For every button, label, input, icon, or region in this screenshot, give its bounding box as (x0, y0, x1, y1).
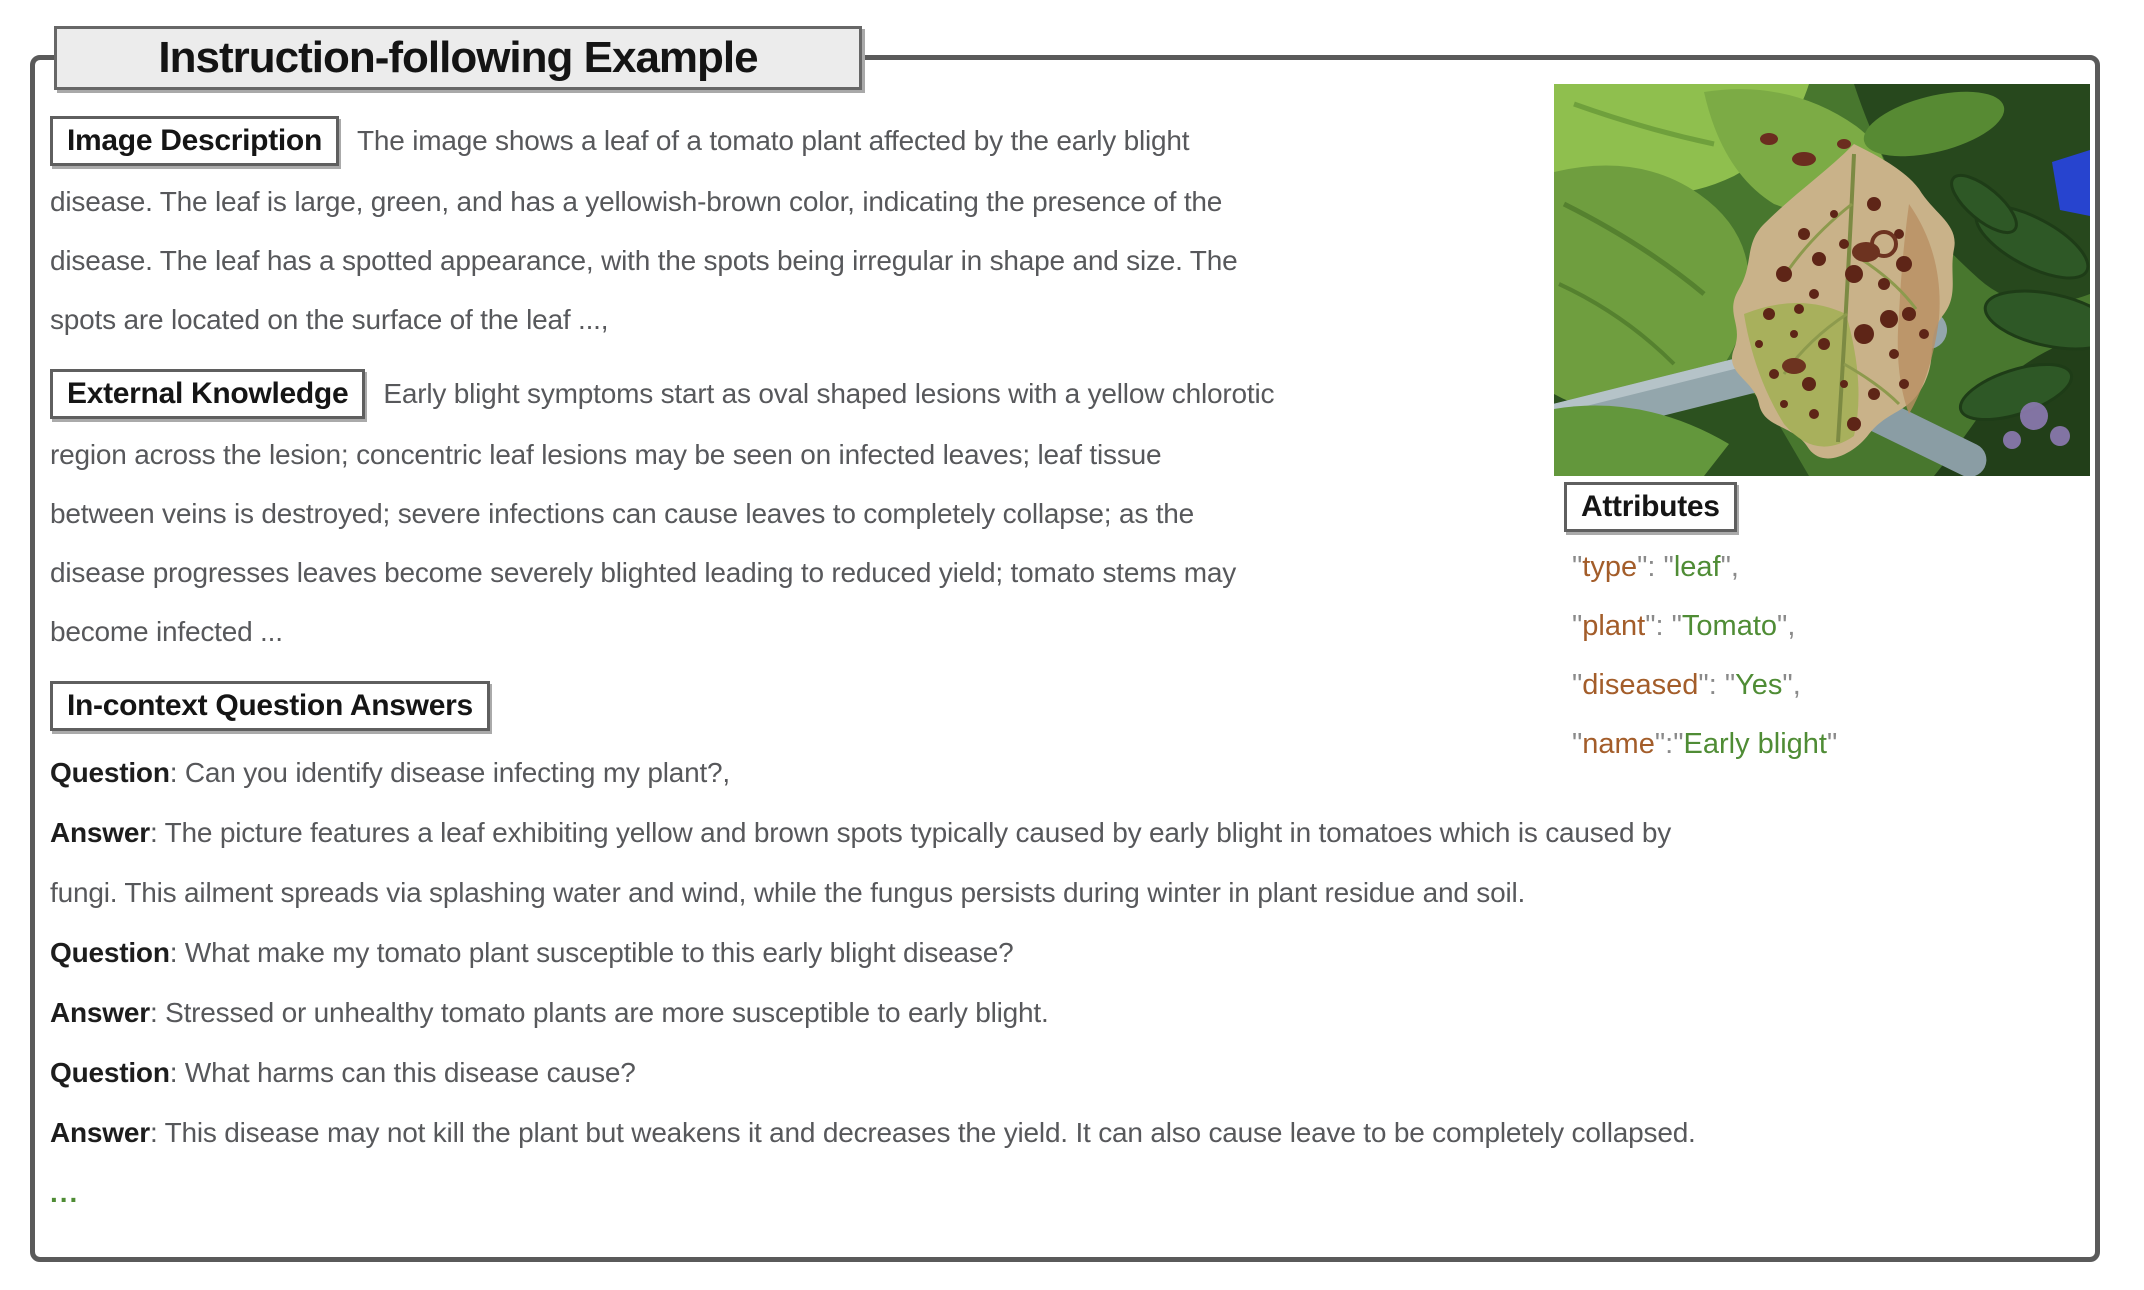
attribute-punctuation: , (1787, 610, 1796, 642)
attribute-line (1572, 656, 1837, 715)
qa-prefix: Question (50, 757, 170, 788)
attribute-punctuation: " (1645, 610, 1656, 642)
attribute-punctuation: " (1572, 610, 1583, 642)
attribute-value: Tomato (1681, 610, 1778, 642)
attribute-punctuation: " (1654, 728, 1666, 760)
paragraph-line: region across the lesion; concentric leaf lesions may be seen on infected leaves; leaf tissue (50, 439, 1162, 470)
attribute-punctuation: " (1637, 551, 1648, 583)
qa-text: ... (50, 1177, 80, 1208)
image-description-label-box (50, 116, 339, 166)
attributes-list (1572, 538, 1837, 774)
attribute-key: name (1582, 728, 1655, 760)
paragraph-line: spots are located on the surface of the leaf ..., (50, 304, 609, 335)
attributes-label: Attributes (1581, 490, 1720, 523)
paragraph-line: disease. The leaf is large, green, and has a yellowish-brown color, indicating the presence of the (50, 186, 1223, 217)
qa-line (50, 983, 1696, 1043)
qa-prefix: Answer (50, 817, 150, 848)
image-description-label: Image Description (67, 124, 322, 157)
attribute-punctuation: , (1730, 551, 1739, 583)
figure-title: Instruction-following Example (158, 33, 758, 82)
qa-line (50, 863, 1696, 923)
qa-ellipsis-line (50, 1163, 1696, 1223)
attribute-value: leaf (1673, 551, 1721, 583)
attribute-punctuation: : (1655, 610, 1672, 642)
paragraph-line: disease progresses leaves become severely blighted leading to reduced yield; tomato stems may (50, 557, 1237, 588)
attribute-punctuation: " (1671, 610, 1682, 642)
attribute-punctuation: : (1647, 551, 1664, 583)
qa-text: : This disease may not kill the plant but weakens it and decreases the yield. It can also cause leave to be completely collapsed. (149, 1117, 1696, 1148)
qa-text: : Can you identify disease infecting my plant?, (169, 757, 731, 788)
qa-label-box (50, 681, 490, 731)
external-knowledge-label: External Knowledge (67, 377, 349, 410)
section-external-knowledge (50, 363, 1696, 661)
attribute-key: plant (1582, 610, 1646, 642)
attribute-key: type (1582, 551, 1638, 583)
attribute-key: diseased (1582, 669, 1699, 701)
qa-prefix: Question (50, 937, 170, 968)
image-description-first-row (50, 110, 1696, 172)
qa-text: fungi. This ailment spreads via splashing water and wind, while the fungus persists during winter in plant residue and soil. (50, 877, 1526, 908)
qa-text: : Stressed or unhealthy tomato plants are more susceptible to early blight. (149, 997, 1049, 1028)
attribute-line (1572, 538, 1837, 597)
qa-label-row (50, 675, 1696, 737)
attribute-punctuation: : (1665, 728, 1674, 760)
image-description-lines (50, 172, 1696, 349)
attribute-punctuation: " (1777, 610, 1788, 642)
external-knowledge-first-row (50, 363, 1696, 425)
attribute-value: Yes (1735, 669, 1783, 701)
attribute-value: Early blight (1683, 728, 1827, 760)
qa-prefix: Question (50, 1057, 170, 1088)
attribute-punctuation: " (1673, 728, 1684, 760)
qa-text: : What make my tomato plant susceptible to this early blight disease? (169, 937, 1014, 968)
paragraph-line: become infected ... (50, 616, 283, 647)
attribute-punctuation: " (1698, 669, 1709, 701)
qa-prefix: Answer (50, 997, 150, 1028)
external-knowledge-lines (50, 425, 1696, 661)
qa-prefix: Answer (50, 1117, 150, 1148)
qa-line (50, 803, 1696, 863)
attribute-punctuation: " (1572, 669, 1583, 701)
attribute-punctuation: : (1708, 669, 1725, 701)
attribute-line (1572, 715, 1837, 774)
attribute-punctuation: " (1572, 728, 1583, 760)
section-qa (50, 675, 1696, 1223)
qa-line (50, 923, 1696, 983)
tomato-leaf-photo (1554, 84, 2090, 476)
tomato-leaf-photo-svg (1554, 84, 2090, 476)
figure-content (50, 110, 1699, 1223)
attribute-punctuation: , (1792, 669, 1801, 701)
image-description-line: The image shows a leaf of a tomato plant affected by the early blight (356, 125, 1190, 156)
attribute-punctuation: " (1782, 669, 1793, 701)
qa-lines (50, 743, 1696, 1223)
qa-label: In-context Question Answers (67, 689, 473, 722)
external-knowledge-label-box (50, 369, 365, 419)
qa-line (50, 1103, 1696, 1163)
attributes-label-box (1564, 482, 1737, 532)
attribute-punctuation: " (1724, 669, 1736, 701)
attribute-punctuation: " (1663, 551, 1674, 583)
figure-title-box (54, 26, 862, 90)
qa-line (50, 743, 1696, 803)
attribute-punctuation: " (1572, 551, 1583, 583)
qa-line (50, 1043, 1696, 1103)
attribute-line (1572, 597, 1837, 656)
qa-text: : The picture features a leaf exhibiting yellow and brown spots typically caused by early blight in tomatoes which is caused by (149, 817, 1672, 848)
qa-text: : What harms can this disease cause? (169, 1057, 636, 1088)
paragraph-line: between veins is destroyed; severe infections can cause leaves to completely collapse; as the (50, 498, 1195, 529)
attribute-punctuation: " (1826, 728, 1838, 760)
section-image-description (50, 110, 1696, 349)
external-knowledge-line: Early blight symptoms start as oval shaped lesions with a yellow chlorotic (383, 378, 1275, 409)
attribute-punctuation: " (1720, 551, 1731, 583)
paragraph-line: disease. The leaf has a spotted appearance, with the spots being irregular in shape and size. The (50, 245, 1238, 276)
